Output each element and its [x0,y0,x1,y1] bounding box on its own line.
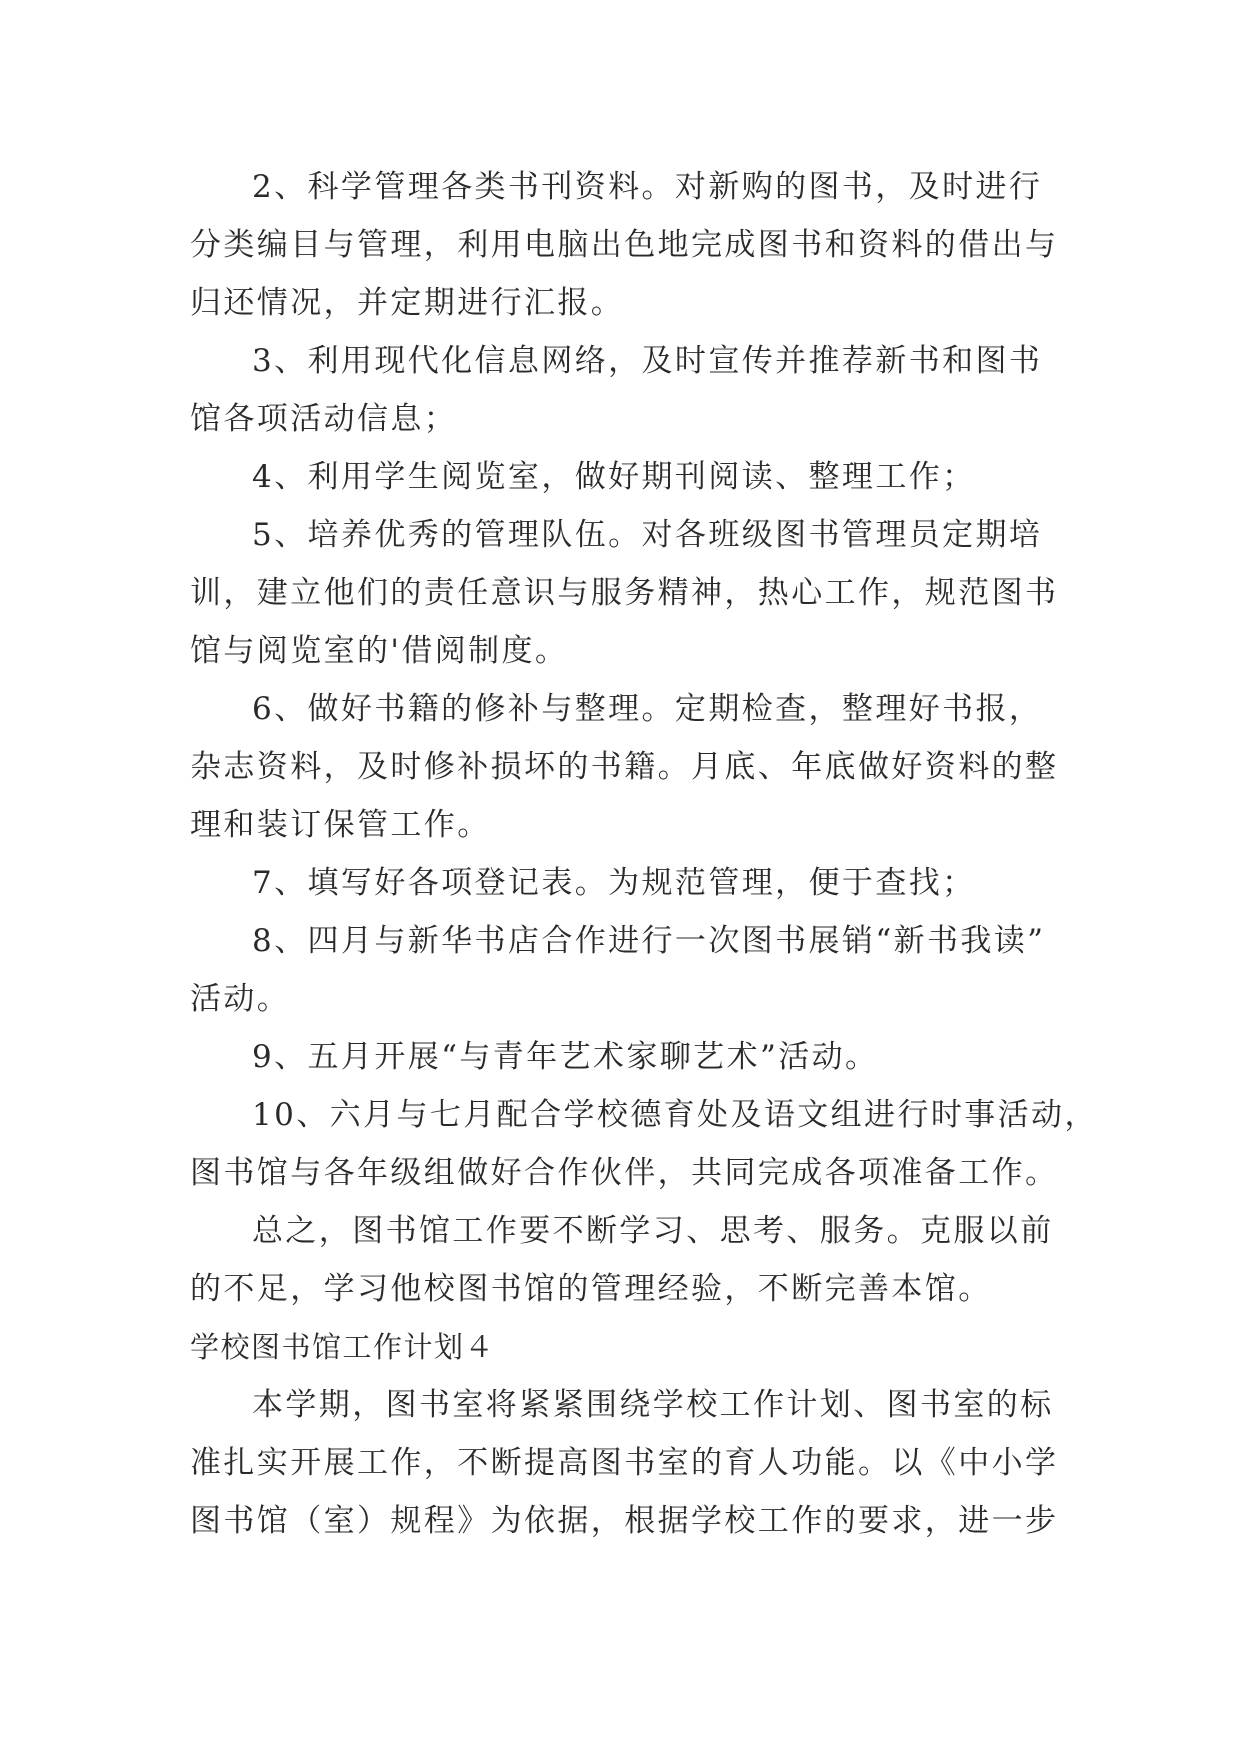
paragraph-line: 10、六月与七月配合学校德育处及语文组进行时事活动， [252,1097,1098,1133]
document-page [190,158,1098,1550]
paragraph-line: 归还情况，并定期进行汇报。 [190,285,625,321]
paragraph-line: 2、科学管理各类书刊资料。对新购的图书，及时进行 [252,169,1043,205]
paragraph-line: 3、利用现代化信息网络，及时宣传并推荐新书和图书 [252,343,1043,379]
paragraph-line: 7、填写好各项登记表。为规范管理，便于查找； [252,865,976,901]
paragraph-line: 总之，图书馆工作要不断学习、思考、服务。克服以前 [252,1213,1054,1249]
paragraph-line: 8、四月与新华书店合作进行一次图书展销“新书我读” [252,923,1046,959]
paragraph-line: 训，建立他们的责任意识与服务精神，热心工作，规范图书 [190,575,1059,611]
paragraph-line: 馆与阅览室的'借阅制度。 [190,633,569,669]
paragraph-line: 4、利用学生阅览室，做好期刊阅读、整理工作； [252,459,976,495]
paragraph-line: 准扎实开展工作，不断提高图书室的育人功能。以《中小学 [190,1445,1059,1481]
paragraph-line: 理和装订保管工作。 [190,807,491,843]
section-heading: 学校图书馆工作计划４ [190,1330,496,1364]
paragraph-line: 馆各项活动信息； [190,401,458,437]
paragraph-line: 9、五月开展“与青年艺术家聊艺术”活动。 [252,1039,879,1075]
paragraph-line: 6、做好书籍的修补与整理。定期检查，整理好书报， [252,691,1043,727]
paragraph-line: 分类编目与管理，利用电脑出色地完成图书和资料的借出与 [190,227,1059,263]
paragraph-line: 图书馆与各年级组做好合作伙伴，共同完成各项准备工作。 [190,1155,1059,1191]
paragraph-line: 本学期，图书室将紧紧围绕学校工作计划、图书室的标 [252,1387,1054,1423]
paragraph-line: 图书馆（室）规程》为依据，根据学校工作的要求，进一步 [190,1503,1059,1539]
paragraph-line: 的不足，学习他校图书馆的管理经验，不断完善本馆。 [190,1271,992,1307]
paragraph-line: 活动。 [190,981,291,1017]
paragraph-line: 5、培养优秀的管理队伍。对各班级图书管理员定期培 [252,517,1043,553]
paragraph-line: 杂志资料，及时修补损坏的书籍。月底、年底做好资料的整 [190,749,1059,785]
